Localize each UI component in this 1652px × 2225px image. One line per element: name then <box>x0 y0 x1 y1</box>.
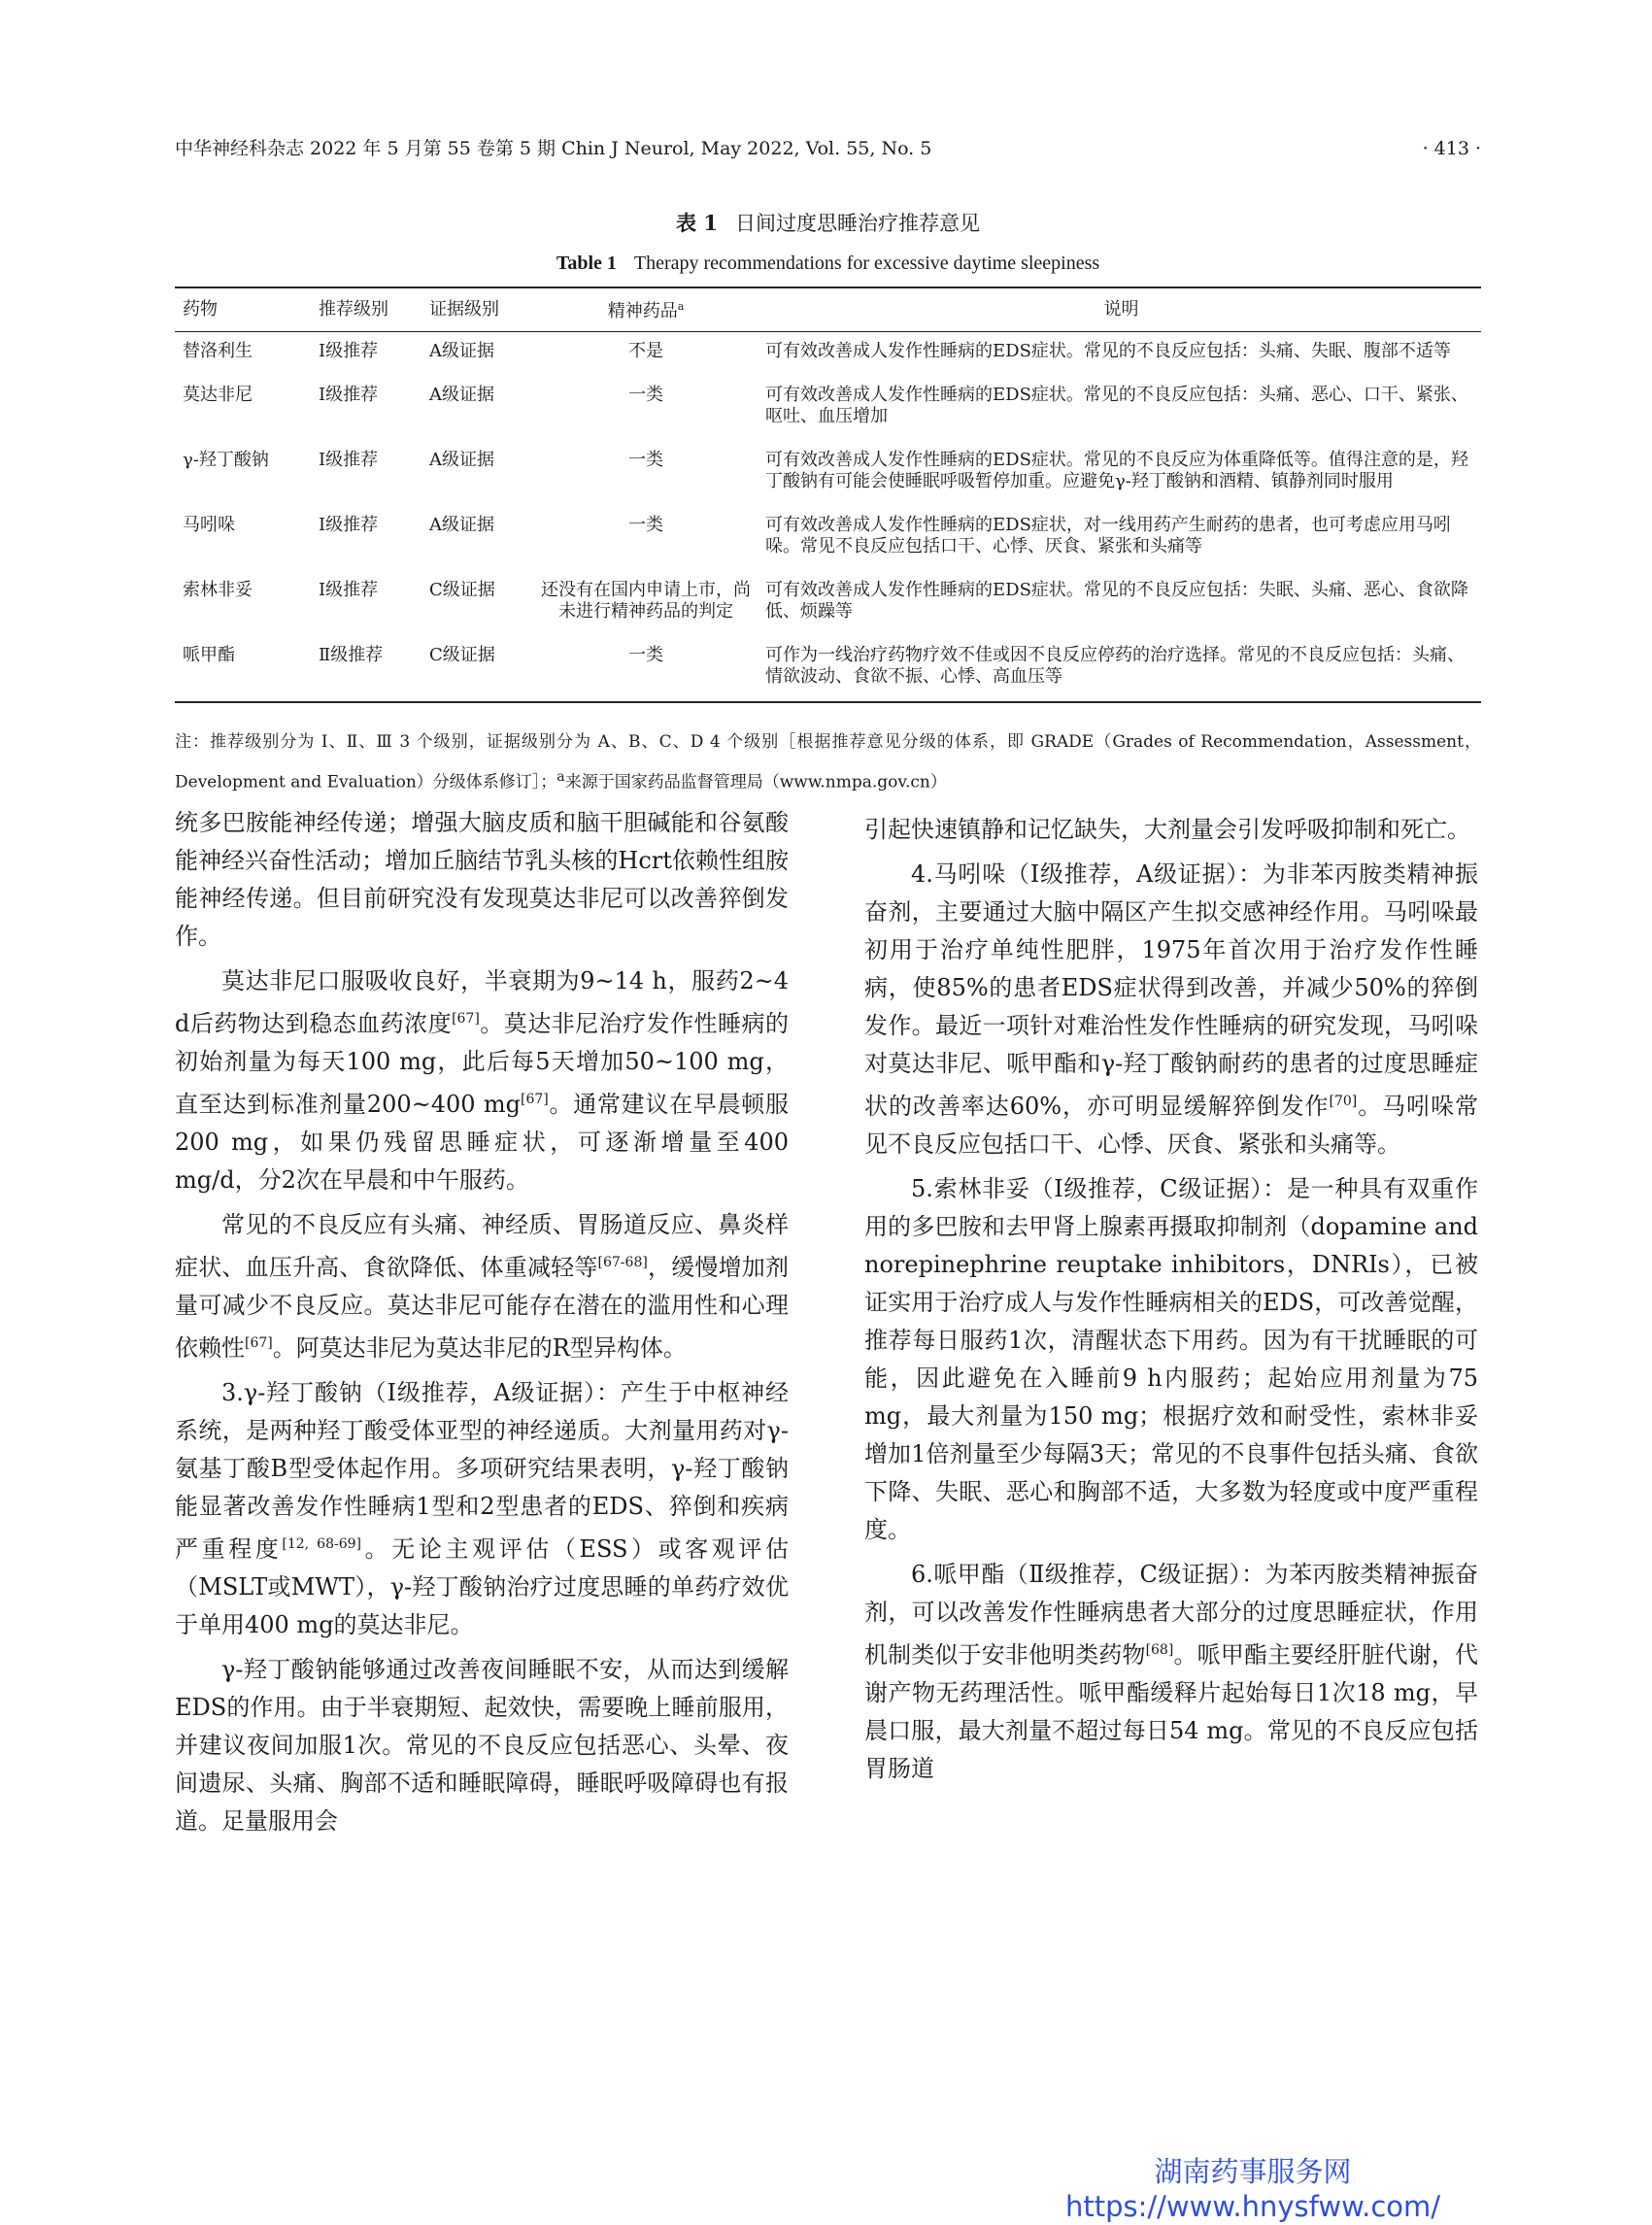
body-paragraph <box>175 1651 789 1840</box>
citation-ref: [67-68] <box>597 1255 648 1270</box>
body-paragraph <box>864 1170 1478 1549</box>
page-number: · 413 · <box>1422 138 1481 159</box>
continued-paragraph <box>864 811 1478 849</box>
paragraph-text: 。哌甲酯主要经肝脏代谢，代谢产物无药理活性。哌甲酯缓释片起始每日1次18 mg，早晨口服，最大剂量不超过每日54 mg。常见的不良反应包括胃肠道 <box>864 1641 1479 1782</box>
col-header-psychotropic <box>530 287 758 332</box>
cell-recommendation: Ⅰ级推荐 <box>319 341 379 361</box>
paragraph-text: 常见的不良反应有头痛、神经质、胃肠道反应、鼻炎样症状、血压升高、食欲降低、体重减轻等 <box>175 1211 789 1281</box>
cell-drug: γ-羟丁酸钠 <box>183 450 269 470</box>
cell-evidence: C级证据 <box>429 645 495 665</box>
cell-description: 可有效改善成人发作性睡病的EDS症状。常见的不良反应包括：头痛、恶心、口干、紧张、呕吐、血压增加 <box>765 385 1468 426</box>
cell-drug: 替洛利生 <box>183 341 253 361</box>
body-column-left <box>175 804 789 1840</box>
table-row <box>175 332 1481 377</box>
cell-description: 可有效改善成人发作性睡病的EDS症状，对一线用药产生耐药的患者，也可考虑应用马吲哚。常见不良反应包括口干、心悸、厌食、紧张和头痛等 <box>765 515 1451 556</box>
table-row <box>175 571 1481 636</box>
cell-description: 可有效改善成人发作性睡病的EDS症状。常见的不良反应包括：失眠、头痛、恶心、食欲降低、烦躁等 <box>765 580 1468 622</box>
paragraph-text: ，缓慢增加剂量可减少不良反应。莫达非尼可能存在潜在的滥用性和心理依赖性 <box>175 1254 790 1362</box>
citation-ref: [12, 68-69] <box>282 1536 362 1552</box>
table-footnote <box>175 725 1481 800</box>
paragraph-text: 。阿莫达非尼为莫达非尼的R型异构体。 <box>272 1334 687 1362</box>
table-footnote-source: 来源于国家药品监督管理局（www.nmpa.gov.cn） <box>564 772 947 792</box>
watermark <box>1059 2154 1447 2224</box>
body-paragraph <box>175 1206 789 1367</box>
table-label-cn: 表 1 <box>676 211 718 235</box>
paragraph-text: 6.哌甲酯（Ⅱ级推荐，C级证据）：为苯丙胺类精神振奋剂，可以改善发作性睡病患者大部分的过度思睡症状，作用机制类似于安非他明类药物 <box>864 1561 1478 1669</box>
cell-recommendation: Ⅰ级推荐 <box>319 580 379 600</box>
table-row <box>175 376 1481 441</box>
table-caption-en: Therapy recommendations for excessive daytime sleepiness <box>633 253 1100 274</box>
table-footnote-mark: a <box>556 769 565 785</box>
cell-description: 可作为一线治疗药物疗效不佳或因不良反应停药的治疗选择。常见的不良反应包括：头痛、情欲波动、食欲不振、心悸、高血压等 <box>765 645 1465 687</box>
cell-psychotropic: 一类 <box>628 450 663 470</box>
recommendation-table <box>175 287 1481 703</box>
paragraph-text: 。通常建议在早晨顿服200 mg，如果仍残留思睡症状，可逐渐增量至400 mg/d，分2次在早晨和中午服药。 <box>175 1091 789 1194</box>
journal-citation: 中华神经科杂志 2022 年 5 月第 55 卷第 5 期 Chin J Neurol, May 2022, Vol. 55, No. 5 <box>175 138 932 159</box>
paragraph-text: 4.马吲哚（Ⅰ级推荐，A级证据）：为非苯丙胺类精神振奋剂，主要通过大脑中隔区产生拟交感神经作用。马吲哚最初用于治疗单纯性肥胖，1975年首次用于治疗发作性睡病，使85%的患者EDS症状得到改善，并减少50%的猝倒发作。最近一项针对难治性发作性睡病的研究发现，马吲哚对莫达非尼、哌甲酯和γ-羟丁酸钠耐药的患者的过度思睡症状的改善率达60%，亦可明显缓解猝倒发作 <box>864 860 1478 1120</box>
body-paragraph <box>864 1556 1478 1788</box>
cell-recommendation: Ⅰ级推荐 <box>319 450 379 470</box>
col-header-psychotropic-label: 精神药品 <box>607 301 678 321</box>
table-label-en: Table 1 <box>556 253 617 274</box>
body-paragraph <box>175 962 789 1199</box>
citation-ref: [67] <box>521 1092 549 1107</box>
body-paragraph <box>864 856 1478 1163</box>
col-header-drug: 药物 <box>183 298 218 320</box>
paragraph-text: 。莫达非尼治疗发作性睡病的初始剂量为每天100 mg，此后每5天增加50~100 mg，直至达到标准剂量200~400 mg <box>175 1010 789 1118</box>
body-column-right <box>864 811 1478 1788</box>
cell-psychotropic: 一类 <box>628 645 663 665</box>
paragraph-text: 。无论主观评估（ESS）或客观评估（MSLT或MWT），γ-羟丁酸钠治疗过度思睡的单药疗效优于单用400 mg的莫达非尼。 <box>175 1535 790 1638</box>
paragraph-text: 3.γ-羟丁酸钠（Ⅰ级推荐，A级证据）：产生于中枢神经系统，是两种羟丁酸受体亚型的神经递质。大剂量用药对γ-氨基丁酸B型受体起作用。多项研究结果表明，γ-羟丁酸钠能显著改善发作性睡病1型和2型患者的EDS、猝倒和疾病严重程度 <box>175 1379 789 1563</box>
table-row <box>175 636 1481 702</box>
col-header-footmark: a <box>677 300 685 313</box>
cell-evidence: C级证据 <box>429 580 495 600</box>
table-header-row <box>175 287 1481 332</box>
table-footnote-main: 注：推荐级别分为 Ⅰ、Ⅱ、Ⅲ 3 个级别，证据级别分为 A、B、C、D 4 个级别［根据推荐意见分级的体系，即 GRADE（Grades of Recommendation，Assessment，Development and Evaluation）分级体系修订］； <box>175 732 1481 792</box>
cell-psychotropic: 一类 <box>628 515 663 535</box>
table-title-en <box>175 249 1481 278</box>
table-caption-cn: 日间过度思睡治疗推荐意见 <box>734 212 980 235</box>
paragraph-text: 引起快速镇静和记忆缺失，大剂量会引发呼吸抑制和死亡。 <box>864 816 1470 843</box>
citation-ref: [67] <box>452 1011 480 1027</box>
paragraph-text: γ-羟丁酸钠能够通过改善夜间睡眠不安，从而达到缓解EDS的作用。由于半衰期短、起效快，需要晚上睡前服用，并建议夜间加服1次。常见的不良反应包括恶心、头晕、夜间遗尿、头痛、胸部不适和睡眠障碍，睡眠呼吸障碍也有报道。足量服用会 <box>175 1656 789 1835</box>
cell-psychotropic: 一类 <box>628 385 663 405</box>
paragraph-text: 莫达非尼口服吸收良好，半衰期为9~14 h，服药2~4 d后药物达到稳态血药浓度 <box>175 967 789 1037</box>
cell-drug: 索林非妥 <box>183 580 253 600</box>
cell-psychotropic: 不是 <box>628 341 663 361</box>
col-header-evidence: 证据级别 <box>429 298 499 320</box>
cell-recommendation: Ⅰ级推荐 <box>319 515 379 535</box>
paragraph-text: 。马吲哚常见不良反应包括口干、心悸、厌食、紧张和头痛等。 <box>864 1093 1479 1158</box>
cell-drug: 哌甲酯 <box>183 645 235 665</box>
watermark-url: https://www.hnysfww.com/ <box>1064 2190 1441 2223</box>
col-header-description: 说明 <box>1103 298 1139 320</box>
citation-ref: [68] <box>1145 1642 1174 1658</box>
cell-evidence: A级证据 <box>429 385 494 405</box>
cell-evidence: A级证据 <box>429 450 494 470</box>
cell-psychotropic: 还没有在国内申请上市，尚未进行精神药品的判定 <box>541 580 751 622</box>
cell-drug: 莫达非尼 <box>183 385 253 405</box>
running-head <box>175 134 1481 163</box>
watermark-site-name: 湖南药事服务网 <box>1154 2155 1352 2188</box>
cell-evidence: A级证据 <box>429 515 494 535</box>
paragraph-text: 统多巴胺能神经传递；增强大脑皮质和脑干胆碱能和谷氨酸能神经兴奋性活动；增加丘脑结节乳头核的Hcrt依赖性组胺能神经传递。但目前研究没有发现莫达非尼可以改善猝倒发作。 <box>175 809 789 950</box>
body-paragraph <box>175 1374 789 1644</box>
cell-recommendation: Ⅱ级推荐 <box>319 645 384 665</box>
cell-evidence: A级证据 <box>429 341 494 361</box>
citation-ref: [70] <box>1329 1094 1358 1109</box>
paragraph-text: 5.索林非妥（Ⅰ级推荐，C级证据）：是一种具有双重作用的多巴胺和去甲肾上腺素再摄取抑制剂（dopamine and norepinephrine reuptake inhibitors，DNRIs），已被证实用于治疗成人与发作性睡病相关的EDS，可改善觉醒，推荐每日服药1次，清醒状态下用药。因为有干扰睡眠的可能，因此避免在入睡前9 h内服药；起始应用剂量为75 mg，最大剂量为150 mg；根据疗效和耐受性，索林非妥增加1倍剂量至少每隔3天；常见的不良事件包括头痛、食欲下降、失眠、恶心和胸部不适，大多数为轻度或中度严重程度。 <box>864 1175 1478 1543</box>
cell-recommendation: Ⅰ级推荐 <box>319 385 379 405</box>
continued-paragraph <box>175 804 789 956</box>
cell-description: 可有效改善成人发作性睡病的EDS症状。常见的不良反应包括：头痛、失眠、腹部不适等 <box>765 341 1451 361</box>
cell-drug: 马吲哚 <box>183 515 235 535</box>
cell-description: 可有效改善成人发作性睡病的EDS症状。常见的不良反应为体重降低等。值得注意的是，羟丁酸钠有可能会使睡眠呼吸暂停加重。应避免γ-羟丁酸钠和酒精、镇静剂同时服用 <box>765 450 1468 491</box>
table-row <box>175 506 1481 571</box>
table-title-cn <box>175 209 1481 238</box>
citation-ref: [67] <box>245 1335 273 1351</box>
col-header-recommendation: 推荐级别 <box>319 298 388 320</box>
table-row <box>175 441 1481 506</box>
